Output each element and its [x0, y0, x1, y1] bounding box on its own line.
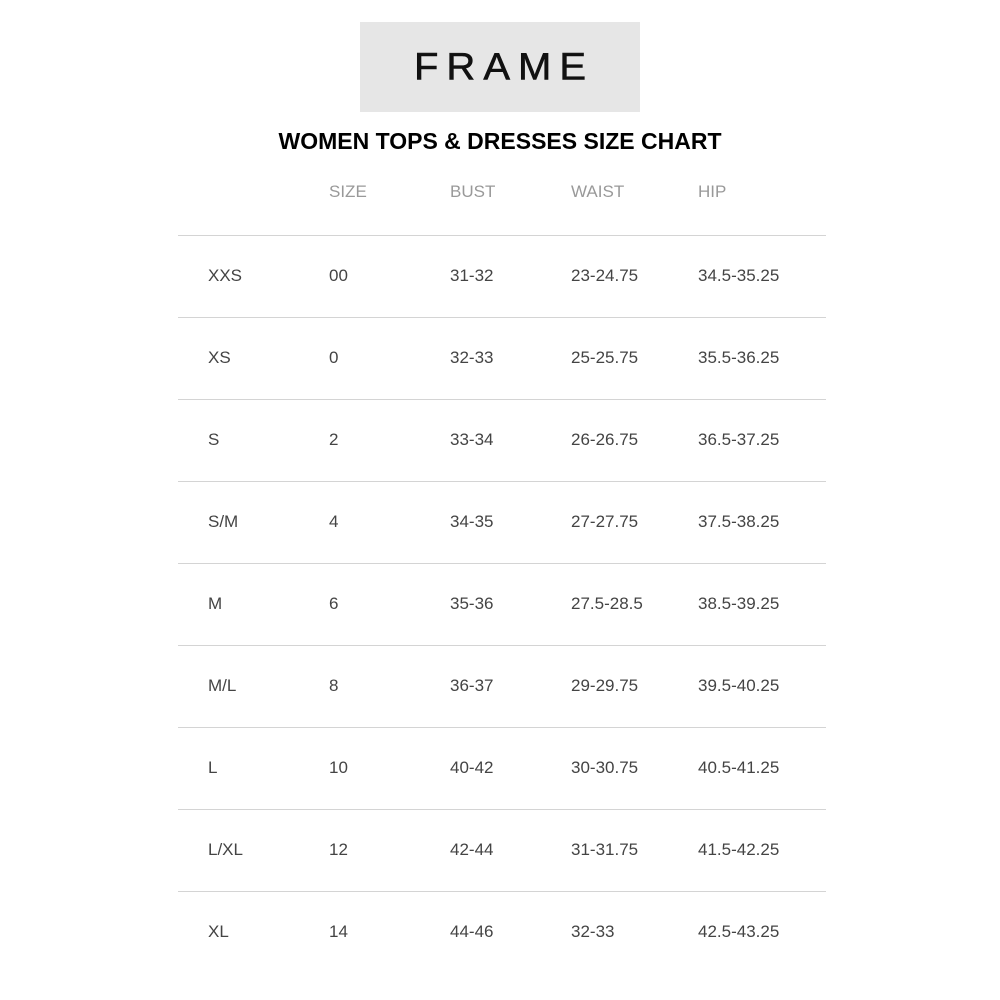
- size-number-cell: 0: [329, 317, 450, 399]
- size-label-cell: XXS: [178, 235, 329, 317]
- size-number-cell: 2: [329, 399, 450, 481]
- column-header-size: SIZE: [329, 160, 450, 235]
- bust-cell: 40-42: [450, 727, 571, 809]
- table-header-row: [178, 160, 826, 235]
- table-row: [178, 317, 826, 399]
- bust-cell: 44-46: [450, 922, 494, 942]
- size-number-cell: 10: [329, 727, 450, 809]
- bust-cell: 31-32: [450, 235, 571, 317]
- brand-logo: [360, 22, 640, 112]
- bust-cell: 32-33: [450, 317, 571, 399]
- size-label-cell: S: [178, 399, 329, 481]
- size-number-cell: 00: [329, 235, 450, 317]
- hip-cell: 39.5-40.25: [698, 645, 826, 727]
- table-row: [178, 563, 826, 645]
- hip-cell: 35.5-36.25: [698, 317, 826, 399]
- size-number-cell: 4: [329, 481, 450, 563]
- hip-cell: 38.5-39.25: [698, 563, 826, 645]
- waist-cell: 25-25.75: [571, 317, 698, 399]
- page-title: WOMEN TOPS & DRESSES SIZE CHART: [278, 128, 722, 154]
- waist-cell: 27-27.75: [571, 481, 698, 563]
- column-header-waist: WAIST: [571, 160, 698, 235]
- brand-logo-text: FRAME: [414, 45, 594, 88]
- size-number-cell: 14: [329, 922, 348, 942]
- size-label-cell: XL: [208, 922, 229, 942]
- hip-cell: 36.5-37.25: [698, 399, 826, 481]
- bust-cell: 42-44: [450, 809, 571, 891]
- column-header-hip: HIP: [698, 160, 826, 235]
- table-row: [178, 727, 826, 809]
- table-row: [178, 891, 826, 973]
- hip-cell: 41.5-42.25: [698, 809, 826, 891]
- bust-cell: 33-34: [450, 399, 571, 481]
- column-header-label: [178, 160, 329, 235]
- waist-cell: 31-31.75: [571, 809, 698, 891]
- waist-cell: 26-26.75: [571, 399, 698, 481]
- bust-cell: 36-37: [450, 645, 571, 727]
- waist-cell: 27.5-28.5: [571, 563, 698, 645]
- waist-cell: 23-24.75: [571, 235, 698, 317]
- bust-cell: 35-36: [450, 563, 571, 645]
- size-number-cell: 6: [329, 563, 450, 645]
- size-chart-table: [178, 160, 826, 973]
- size-label-cell: XS: [178, 317, 329, 399]
- bust-cell: 34-35: [450, 481, 571, 563]
- table-row: [178, 481, 826, 563]
- waist-cell: 29-29.75: [571, 645, 698, 727]
- hip-cell: 34.5-35.25: [698, 235, 826, 317]
- waist-cell: 30-30.75: [571, 727, 698, 809]
- size-label-cell: S/M: [178, 481, 329, 563]
- size-number-cell: 12: [329, 809, 450, 891]
- table-row: [178, 809, 826, 891]
- table-row: [178, 235, 826, 317]
- size-number-cell: 8: [329, 645, 450, 727]
- column-header-bust: BUST: [450, 160, 571, 235]
- size-label-cell: L/XL: [178, 809, 329, 891]
- size-label-cell: M/L: [178, 645, 329, 727]
- waist-cell: 32-33: [571, 922, 615, 942]
- hip-cell: 37.5-38.25: [698, 481, 826, 563]
- size-label-cell: M: [178, 563, 329, 645]
- table-row: [178, 645, 826, 727]
- hip-cell: 42.5-43.25: [698, 922, 780, 942]
- table-row: [178, 399, 826, 481]
- hip-cell: 40.5-41.25: [698, 727, 826, 809]
- size-label-cell: L: [178, 727, 329, 809]
